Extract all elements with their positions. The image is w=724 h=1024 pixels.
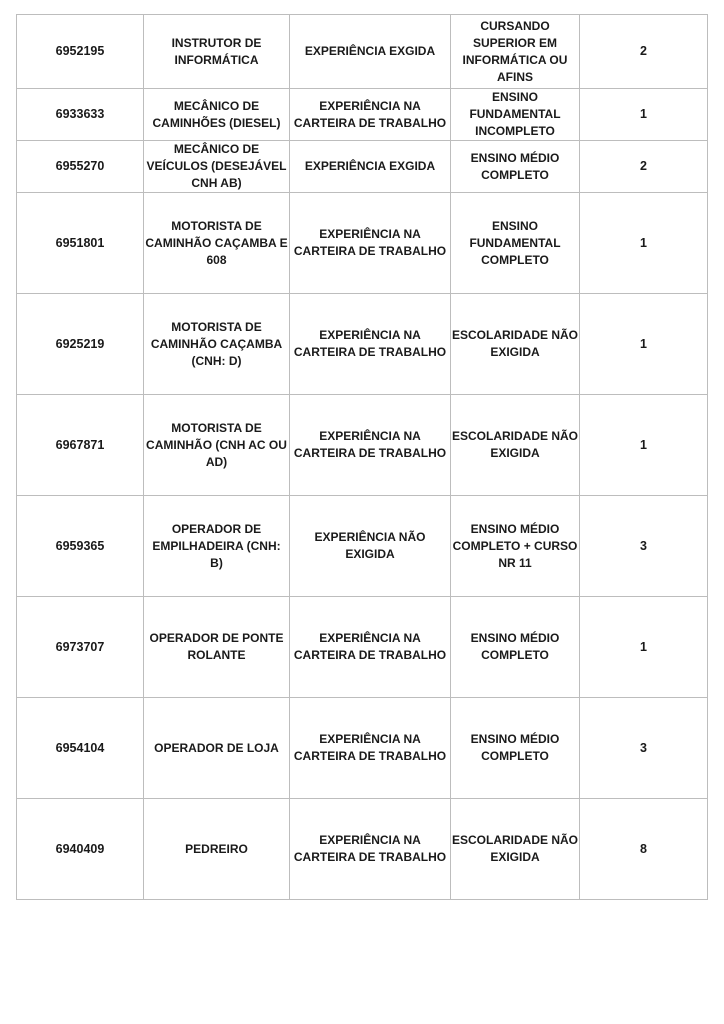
- table-row: [17, 15, 708, 89]
- education-requirement: ENSINO FUNDAMENTAL COMPLETO: [451, 193, 580, 294]
- table-row: [17, 799, 708, 900]
- experience-requirement: EXPERIÊNCIA NA CARTEIRA DE TRABALHO: [290, 395, 451, 496]
- experience-requirement: EXPERIÊNCIA EXGIDA: [290, 15, 451, 89]
- vacancy-count: 1: [580, 395, 708, 496]
- vacancy-code: 6967871: [17, 395, 144, 496]
- vacancy-count: 3: [580, 698, 708, 799]
- job-title: MECÂNICO DE VEÍCULOS (DESEJÁVEL CNH AB): [144, 141, 290, 193]
- job-title: MOTORISTA DE CAMINHÃO (CNH AC OU AD): [144, 395, 290, 496]
- vacancy-count: 2: [580, 141, 708, 193]
- job-title: MOTORISTA DE CAMINHÃO CAÇAMBA (CNH: D): [144, 294, 290, 395]
- vacancy-code: 6925219: [17, 294, 144, 395]
- vacancy-code: 6955270: [17, 141, 144, 193]
- education-requirement: ESCOLARIDADE NÃO EXIGIDA: [451, 395, 580, 496]
- job-title: OPERADOR DE LOJA: [144, 698, 290, 799]
- job-vacancies-table: [16, 14, 708, 900]
- education-requirement: ESCOLARIDADE NÃO EXIGIDA: [451, 799, 580, 900]
- vacancy-code: 6959365: [17, 496, 144, 597]
- experience-requirement: EXPERIÊNCIA NA CARTEIRA DE TRABALHO: [290, 294, 451, 395]
- vacancy-code: 6951801: [17, 193, 144, 294]
- experience-requirement: EXPERIÊNCIA NA CARTEIRA DE TRABALHO: [290, 89, 451, 141]
- experience-requirement: EXPERIÊNCIA EXGIDA: [290, 141, 451, 193]
- table-row: [17, 496, 708, 597]
- experience-requirement: EXPERIÊNCIA NÃO EXIGIDA: [290, 496, 451, 597]
- table-row: [17, 141, 708, 193]
- education-requirement: ESCOLARIDADE NÃO EXIGIDA: [451, 294, 580, 395]
- vacancy-count: 1: [580, 597, 708, 698]
- vacancy-count: 1: [580, 294, 708, 395]
- education-requirement: ENSINO FUNDAMENTAL INCOMPLETO: [451, 89, 580, 141]
- experience-requirement: EXPERIÊNCIA NA CARTEIRA DE TRABALHO: [290, 698, 451, 799]
- experience-requirement: EXPERIÊNCIA NA CARTEIRA DE TRABALHO: [290, 799, 451, 900]
- job-title: MECÂNICO DE CAMINHÕES (DIESEL): [144, 89, 290, 141]
- vacancy-count: 1: [580, 193, 708, 294]
- table-row: [17, 597, 708, 698]
- experience-requirement: EXPERIÊNCIA NA CARTEIRA DE TRABALHO: [290, 597, 451, 698]
- table-row: [17, 193, 708, 294]
- education-requirement: ENSINO MÉDIO COMPLETO + CURSO NR 11: [451, 496, 580, 597]
- education-requirement: ENSINO MÉDIO COMPLETO: [451, 141, 580, 193]
- vacancy-count: 2: [580, 15, 708, 89]
- vacancy-code: 6933633: [17, 89, 144, 141]
- job-title: MOTORISTA DE CAMINHÃO CAÇAMBA E 608: [144, 193, 290, 294]
- job-title: OPERADOR DE EMPILHADEIRA (CNH: B): [144, 496, 290, 597]
- vacancy-code: 6940409: [17, 799, 144, 900]
- job-title: INSTRUTOR DE INFORMÁTICA: [144, 15, 290, 89]
- vacancy-count: 3: [580, 496, 708, 597]
- job-title: OPERADOR DE PONTE ROLANTE: [144, 597, 290, 698]
- vacancy-code: 6973707: [17, 597, 144, 698]
- table-row: [17, 698, 708, 799]
- vacancy-count: 1: [580, 89, 708, 141]
- education-requirement: CURSANDO SUPERIOR EM INFORMÁTICA OU AFINS: [451, 15, 580, 89]
- vacancy-count: 8: [580, 799, 708, 900]
- experience-requirement: EXPERIÊNCIA NA CARTEIRA DE TRABALHO: [290, 193, 451, 294]
- vacancy-code: 6954104: [17, 698, 144, 799]
- job-title: PEDREIRO: [144, 799, 290, 900]
- table-row: [17, 89, 708, 141]
- table-row: [17, 294, 708, 395]
- education-requirement: ENSINO MÉDIO COMPLETO: [451, 597, 580, 698]
- table-row: [17, 395, 708, 496]
- education-requirement: ENSINO MÉDIO COMPLETO: [451, 698, 580, 799]
- vacancy-code: 6952195: [17, 15, 144, 89]
